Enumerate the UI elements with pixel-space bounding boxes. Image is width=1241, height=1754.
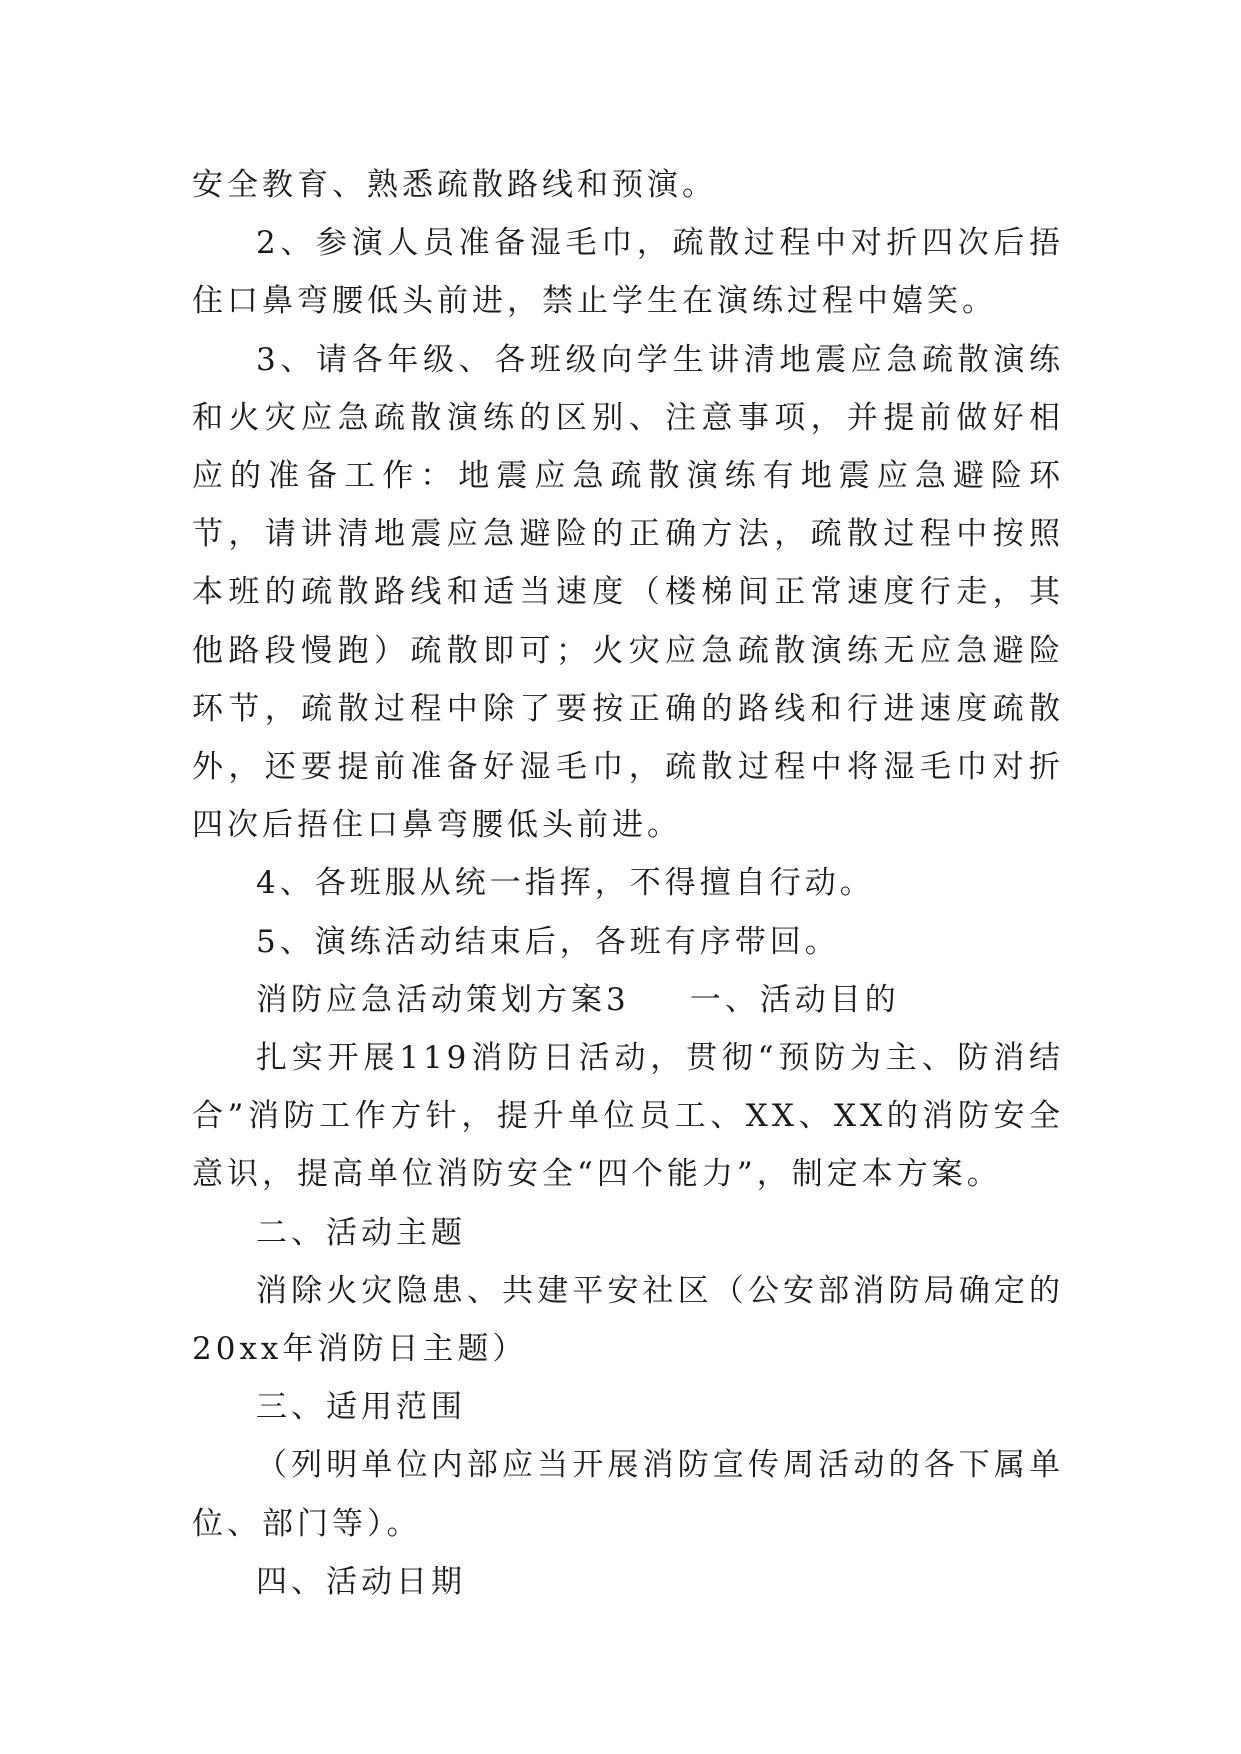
paragraph-purpose: 扎实开展119消防日活动，贯彻“预防为主、防消结合”消防工作方针，提升单位员工、XX、XX的消防安全意识，提高单位消防安全“四个能力”，制定本方案。: [192, 1040, 1064, 1193]
section-3-heading: 三、适用范围: [256, 1389, 466, 1426]
paragraph-safety-education: 安全教育、熟悉疏散路线和预演。: [192, 167, 717, 203]
paragraph-scope: （列明单位内部应当开展消防宣传周活动的各下属单位、部门等）。: [192, 1447, 1064, 1542]
plan-title: 消防应急活动策划方案3: [256, 981, 630, 1018]
document-body: [192, 156, 1064, 1611]
section-2-heading: 二、活动主题: [256, 1214, 466, 1251]
section-4-heading: 四、活动日期: [256, 1563, 466, 1600]
paragraph-item-4: 4、各班服从统一指挥，不得擅自行动。: [256, 865, 875, 902]
plan-heading-line: [192, 971, 1064, 1029]
section-1-heading: 一、活动目的: [689, 981, 900, 1018]
paragraph-theme: 消除火灾隐患、共建平安社区（公安部消防局确定的20xx年消防日主题）: [192, 1272, 1064, 1368]
paragraph-item-3: 3、请各年级、各班级向学生讲清地震应急疏散演练和火灾应急疏散演练的区别、注意事项，并提前做好相应的准备工作：地震应急疏散演练有地震应急避险环节，请讲清地震应急避险的正确方法，疏散过程中按照本班的疏散路线和适当速度（楼梯间正常速度行走，其他路段慢跑）疏散即可；火灾应急疏散演练无应急避险环节，疏散过程中除了要按正确的路线和行进速度疏散外，还要提前准备好湿毛巾，疏散过程中将湿毛巾对折四次后捂住口鼻弯腰低头前进。: [192, 341, 1064, 844]
paragraph-item-2: 2、参演人员准备湿毛巾，疏散过程中对折四次后捂住口鼻弯腰低头前进，禁止学生在演练过程中嬉笑。: [192, 225, 1064, 320]
paragraph-item-5: 5、演练活动结束后，各班有序带回。: [256, 923, 840, 960]
